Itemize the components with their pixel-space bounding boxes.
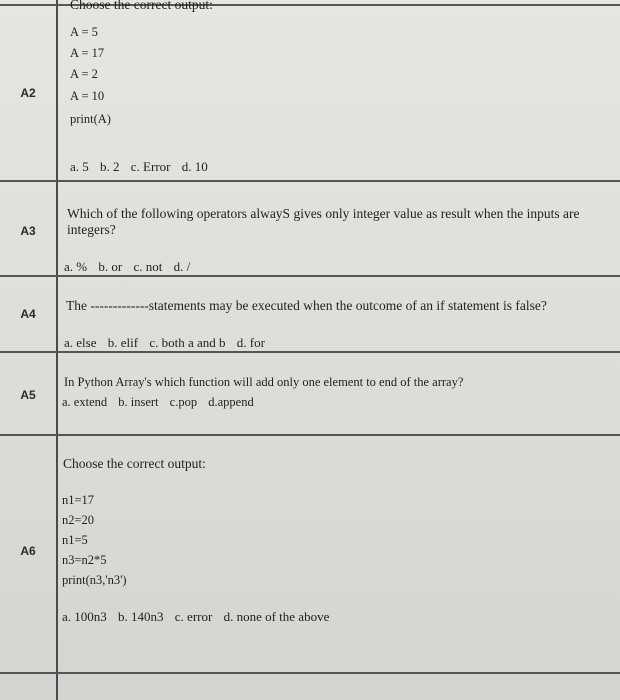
- row-divider: [0, 180, 620, 182]
- option-a[interactable]: a. extend: [62, 395, 108, 409]
- answer-options: [64, 334, 273, 351]
- answer-options: [70, 158, 216, 175]
- question-number: A6: [20, 544, 36, 558]
- question-prompt: integers?: [67, 222, 116, 237]
- option-d[interactable]: d. 10: [181, 159, 208, 174]
- question-prompt: Choose the correct output:: [63, 456, 206, 471]
- question-prompt: The -------------statements may be executed when the outcome of an if statement is false?: [66, 298, 547, 313]
- option-d[interactable]: d. /: [173, 259, 191, 274]
- option-c[interactable]: c. error: [174, 609, 213, 624]
- option-c[interactable]: c.pop: [169, 395, 198, 409]
- code-line: A = 17: [70, 46, 105, 60]
- option-d[interactable]: d. for: [236, 335, 265, 350]
- question-number: A3: [20, 224, 36, 238]
- code-line: print(A): [70, 112, 111, 126]
- option-d[interactable]: d. none of the above: [223, 609, 330, 624]
- code-line: A = 10: [70, 89, 105, 103]
- code-line: n2=20: [62, 513, 95, 527]
- code-line: A = 5: [70, 25, 98, 39]
- row-divider: [0, 351, 620, 353]
- code-line: n1=5: [62, 533, 88, 547]
- option-c[interactable]: c. Error: [130, 159, 171, 174]
- option-a[interactable]: a. 5: [70, 159, 89, 174]
- row-divider: [0, 434, 620, 436]
- option-d[interactable]: d.append: [208, 395, 254, 409]
- code-line: print(n3,'n3'): [62, 573, 127, 587]
- option-c[interactable]: c. both a and b: [149, 335, 226, 350]
- answer-options: [62, 608, 337, 625]
- code-line: n1=17: [62, 493, 95, 507]
- option-b[interactable]: b. elif: [107, 335, 139, 350]
- code-line: n3=n2*5: [62, 553, 107, 567]
- option-a[interactable]: a. 100n3: [62, 609, 107, 624]
- column-divider: [56, 0, 58, 700]
- answer-options: [62, 394, 262, 411]
- answer-options: [64, 258, 198, 275]
- option-b[interactable]: b. or: [98, 259, 123, 274]
- option-c[interactable]: c. not: [133, 259, 163, 274]
- question-prompt: In Python Array's which function will add only one element to end of the array?: [64, 375, 464, 389]
- option-a[interactable]: a. %: [64, 259, 88, 274]
- row-divider: [0, 672, 620, 674]
- option-a[interactable]: a. else: [64, 335, 97, 350]
- question-number: A5: [20, 388, 36, 402]
- row-divider: [0, 275, 620, 277]
- question-number: A2: [20, 86, 36, 100]
- option-b[interactable]: b. 2: [100, 159, 120, 174]
- option-b[interactable]: b. insert: [118, 395, 159, 409]
- code-line: A = 2: [70, 67, 98, 81]
- question-prompt: Choose the correct output:: [70, 0, 213, 12]
- option-b[interactable]: b. 140n3: [118, 609, 164, 624]
- question-prompt: Which of the following operators alwayS gives only integer value as result when the inputs are: [67, 206, 580, 221]
- question-number: A4: [20, 307, 36, 321]
